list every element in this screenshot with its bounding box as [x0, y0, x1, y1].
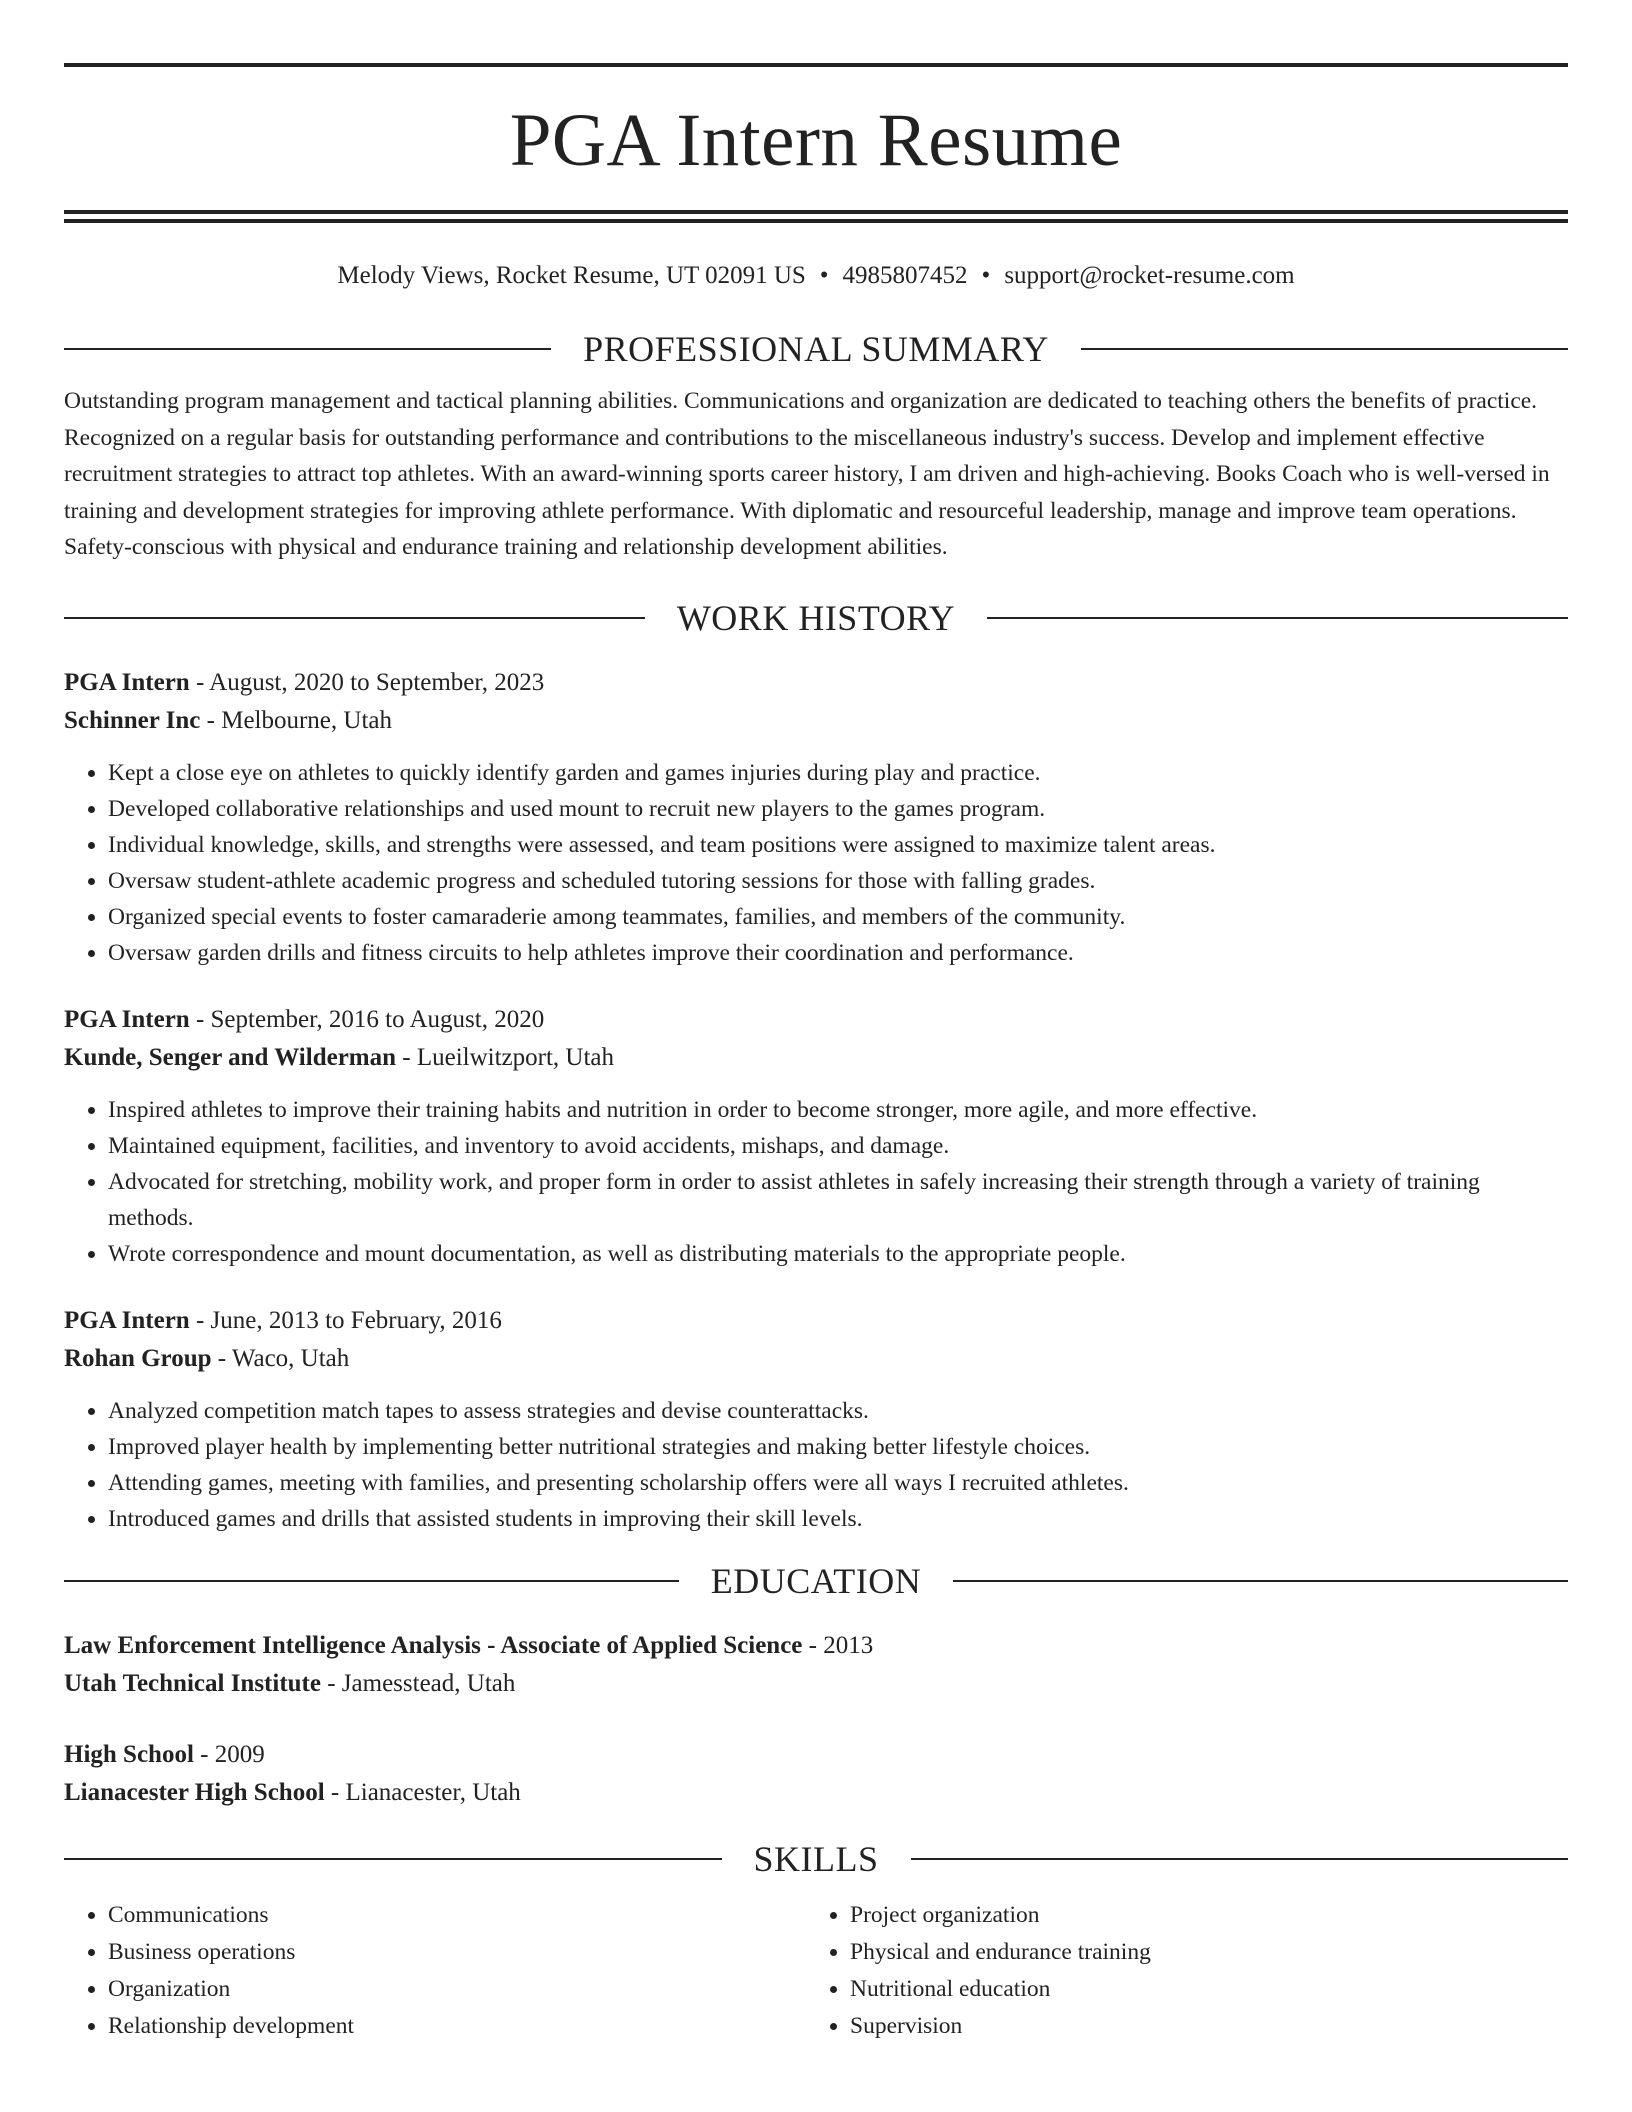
- section-heading-skills: [64, 1837, 1568, 1881]
- skill-item: • Nutritional education: [850, 1971, 1548, 2008]
- job-bullets: [64, 1092, 1568, 1272]
- company-location: - Waco, Utah: [211, 1345, 350, 1372]
- contact-line: [64, 261, 1568, 291]
- section-heading-work: [64, 596, 1568, 640]
- skill-item: • Relationship development: [108, 2008, 806, 2045]
- section-title: WORK HISTORY: [676, 597, 956, 638]
- list-item: • Maintained equipment, facilities, and inventory to avoid accidents, mishaps, and damage.: [108, 1128, 1568, 1164]
- heading-rule: [64, 1580, 679, 1582]
- job-dates: - August, 2020 to September, 2023: [189, 668, 545, 696]
- list-item: • Advocated for stretching, mobility work, and proper form in order to assist athletes in safely increasing their strength through a variety of training methods.: [108, 1164, 1568, 1236]
- degree-name: Law Enforcement Intelligence Analysis - Associate of Applied Science: [64, 1631, 803, 1659]
- company-name: Rohan Group: [64, 1345, 212, 1372]
- school-line: [64, 1774, 1568, 1813]
- list-item: • Kept a close eye on athletes to quickly identify garden and games injuries during play and practice.: [108, 755, 1568, 791]
- list-item: • Oversaw garden drills and fitness circuits to help athletes improve their coordination and performance.: [108, 935, 1568, 971]
- heading-rule: [1081, 348, 1568, 350]
- separator-dot: •: [981, 262, 991, 289]
- skills-columns: [64, 1897, 1568, 2045]
- section-title: SKILLS: [753, 1838, 879, 1879]
- top-rule: [64, 63, 1568, 67]
- skill-item: • Physical and endurance training: [850, 1934, 1548, 1971]
- skills-list-left: [64, 1897, 806, 2045]
- degree-year: - 2009: [193, 1740, 265, 1768]
- company-name: Kunde, Senger and Wilderman: [64, 1044, 397, 1071]
- heading-rule: [987, 617, 1568, 619]
- resume-page: [64, 0, 1568, 2045]
- list-item: • Inspired athletes to improve their training habits and nutrition in order to become stronger, more agile, and more effective.: [108, 1092, 1568, 1128]
- education-entry: [64, 1627, 1568, 1704]
- job-bullets: [64, 1393, 1568, 1537]
- school-location: - Jamesstead, Utah: [320, 1670, 516, 1697]
- resume-title: PGA Intern Resume: [509, 99, 1123, 182]
- company-line: [64, 702, 1568, 741]
- company-name: Schinner Inc: [64, 707, 201, 734]
- skill-item: • Business operations: [108, 1934, 806, 1971]
- heading-rule: [64, 617, 645, 619]
- school-line: [64, 1665, 1568, 1704]
- work-entry: [64, 1001, 1568, 1272]
- phone: 4985807452: [842, 262, 968, 289]
- work-entry: [64, 664, 1568, 971]
- degree-name: High School: [64, 1740, 194, 1768]
- company-line: [64, 1340, 1568, 1379]
- school-name: Lianacester High School: [64, 1779, 325, 1806]
- school-name: Utah Technical Institute: [64, 1670, 321, 1697]
- job-bullets: [64, 755, 1568, 971]
- list-item: • Oversaw student-athlete academic progress and scheduled tutoring sessions for those with falling grades.: [108, 863, 1568, 899]
- separator-dot: •: [819, 262, 829, 289]
- list-item: • Attending games, meeting with families, and presenting scholarship offers were all ways I recruited athletes.: [108, 1465, 1568, 1501]
- summary-text: Outstanding program management and tactical planning abilities. Communications and organization are dedicated to teaching others the benefits of practice. Recognized on a regular basis for outstanding performance and contributions to the miscellaneous industry's success. Develop and implement effective recruitment strategies to attract top athletes. With an award-winning sports career history, I am driven and high-achieving. Books Coach who is well-versed in training and development strategies for improving athlete performance. With diplomatic and resourceful leadership, manage and improve team operations. Safety-conscious with physical and endurance training and relationship development abilities.: [64, 388, 1550, 560]
- company-line: [64, 1039, 1568, 1078]
- section-heading-education: [64, 1559, 1568, 1603]
- company-location: - Melbourne, Utah: [200, 707, 393, 734]
- work-entry: [64, 1302, 1568, 1537]
- list-item: • Improved player health by implementing better nutritional strategies and making better lifestyle choices.: [108, 1429, 1568, 1465]
- job-title: PGA Intern: [64, 1005, 190, 1033]
- list-item: • Introduced games and drills that assisted students in improving their skill levels.: [108, 1501, 1568, 1537]
- heading-rule: [64, 1858, 722, 1860]
- double-rule: [64, 210, 1568, 223]
- list-item: • Wrote correspondence and mount documentation, as well as distributing materials to the appropriate people.: [108, 1236, 1568, 1272]
- degree-line: [64, 1627, 1568, 1666]
- education-entry: [64, 1736, 1568, 1813]
- list-item: • Organized special events to foster camaraderie among teammates, families, and members of the community.: [108, 899, 1568, 935]
- section-heading-summary: [64, 327, 1568, 371]
- skill-item: • Project organization: [850, 1897, 1548, 1934]
- heading-rule: [911, 1858, 1569, 1860]
- skill-item: • Supervision: [850, 2008, 1548, 2045]
- job-line: [64, 664, 1568, 703]
- skill-item: • Communications: [108, 1897, 806, 1934]
- job-line: [64, 1001, 1568, 1040]
- degree-line: [64, 1736, 1568, 1775]
- list-item: • Analyzed competition match tapes to assess strategies and devise counterattacks.: [108, 1393, 1568, 1429]
- school-location: - Lianacester, Utah: [324, 1779, 521, 1806]
- section-title: PROFESSIONAL SUMMARY: [583, 329, 1049, 369]
- skill-item: • Organization: [108, 1971, 806, 2008]
- list-item: • Developed collaborative relationships and used mount to recruit new players to the games program.: [108, 791, 1568, 827]
- heading-rule: [64, 348, 551, 350]
- job-line: [64, 1302, 1568, 1341]
- section-title: EDUCATION: [710, 1560, 922, 1601]
- job-dates: - June, 2013 to February, 2016: [189, 1306, 502, 1334]
- email: support@rocket-resume.com: [1004, 262, 1295, 289]
- job-title: PGA Intern: [64, 1306, 190, 1334]
- heading-rule: [953, 1580, 1568, 1582]
- list-item: • Individual knowledge, skills, and strengths were assessed, and team positions were assigned to maximize talent areas.: [108, 827, 1568, 863]
- skills-list-right: [806, 1897, 1548, 2045]
- degree-year: - 2013: [802, 1631, 874, 1659]
- company-location: - Lueilwitzport, Utah: [396, 1044, 615, 1071]
- address: Melody Views, Rocket Resume, UT 02091 US: [337, 262, 806, 289]
- job-title: PGA Intern: [64, 668, 190, 696]
- job-dates: - September, 2016 to August, 2020: [189, 1005, 545, 1033]
